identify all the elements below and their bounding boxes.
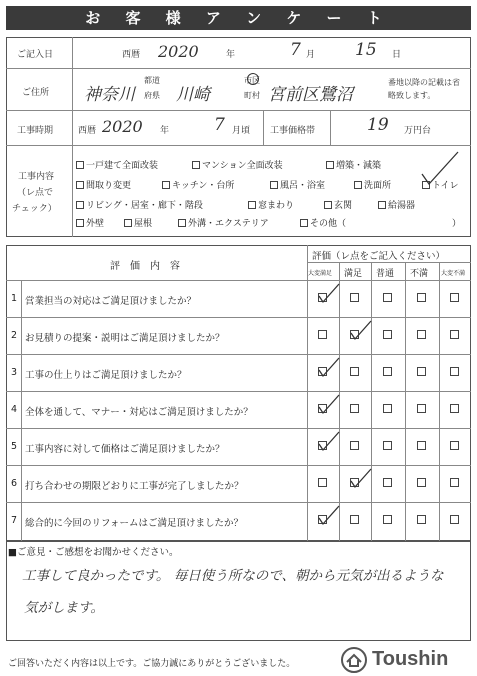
- rating-box-大変満足[interactable]: [318, 330, 327, 339]
- period-label: 工事時期: [17, 126, 54, 136]
- rating-box-不満[interactable]: [417, 478, 426, 487]
- footer-brand: Toushin: [372, 648, 449, 670]
- work-option-5[interactable]: 風呂・浴室: [270, 178, 325, 191]
- address-label: ご住所: [22, 88, 50, 98]
- question-number: 7: [11, 515, 18, 526]
- checkbox[interactable]: [270, 181, 278, 189]
- period-year-value[interactable]: 2020: [102, 117, 143, 136]
- row-divider: [6, 465, 471, 466]
- checkbox[interactable]: [178, 219, 186, 227]
- work-option-15[interactable]: その他（: [300, 216, 346, 229]
- work-option-8[interactable]: リビング・居室・廊下・階段: [76, 198, 203, 211]
- rating-box-満足[interactable]: [350, 367, 359, 376]
- eval-content-header: 評 価 内 容: [110, 261, 180, 272]
- checkbox[interactable]: [124, 219, 132, 227]
- row-divider: [6, 428, 471, 429]
- row-divider: [6, 354, 471, 355]
- rating-box-不満[interactable]: [417, 441, 426, 450]
- row-divider: [6, 391, 471, 392]
- price-label: 工事価格帯: [270, 126, 316, 136]
- work-option-10[interactable]: 玄関: [324, 198, 352, 211]
- checkbox[interactable]: [324, 201, 332, 209]
- rating-box-普通[interactable]: [383, 478, 392, 487]
- rating-box-大変不満[interactable]: [450, 515, 459, 524]
- footer-thanks: ご回答いただく内容は以上です。ご協力誠にありがとうございました。: [8, 659, 296, 669]
- col-header-4: 大変不満: [441, 270, 466, 277]
- work-option-3[interactable]: 間取り変更: [76, 178, 131, 191]
- price-value[interactable]: 19: [367, 115, 389, 135]
- rating-box-不満[interactable]: [417, 515, 426, 524]
- rating-box-大変不満[interactable]: [450, 330, 459, 339]
- checkbox[interactable]: [354, 181, 362, 189]
- work-option-11[interactable]: 給湯器: [378, 198, 415, 211]
- address-pref-value[interactable]: 神奈川: [84, 85, 135, 105]
- col-header-2: 普通: [376, 269, 395, 279]
- check-mark-icon: [349, 467, 373, 489]
- question-number: 1: [11, 293, 18, 304]
- question-text: 営業担当の対応はご満足頂けましたか？: [25, 296, 197, 307]
- period-year-unit: 年: [160, 126, 170, 136]
- eval-rating-header: 評価（レ点をご記入ください）: [312, 251, 446, 262]
- comments-line2[interactable]: 気がします。: [24, 600, 104, 616]
- checkbox[interactable]: [326, 161, 334, 169]
- question-number: 2: [11, 330, 18, 341]
- rating-box-大変不満[interactable]: [450, 367, 459, 376]
- rating-box-不満[interactable]: [417, 330, 426, 339]
- rating-box-普通[interactable]: [383, 404, 392, 413]
- work-option-13[interactable]: 屋根: [124, 216, 152, 229]
- rating-box-満足[interactable]: [350, 293, 359, 302]
- work-label-line1: 工事内容: [18, 172, 55, 182]
- col-header-1: 満足: [344, 269, 363, 279]
- comments-label: ■ご意見・ご感想をお聞かせください。: [8, 547, 179, 558]
- rating-box-満足[interactable]: [350, 404, 359, 413]
- page-title: お 客 様 ア ン ケ ー ト: [6, 6, 471, 30]
- work-option-9[interactable]: 窓まわり: [248, 198, 294, 211]
- question-text: 工事内容に対して価格はご満足頂けましたか？: [25, 444, 225, 455]
- rating-box-普通[interactable]: [383, 367, 392, 376]
- col-header-0: 大変満足: [308, 270, 333, 277]
- check-mark-icon: [317, 356, 341, 378]
- rating-box-普通[interactable]: [383, 293, 392, 302]
- address-city-value[interactable]: 川崎: [176, 85, 210, 105]
- rating-box-普通[interactable]: [383, 330, 392, 339]
- date-month-unit: 月: [306, 50, 316, 60]
- check-mark-icon: [317, 504, 341, 526]
- period-month-value[interactable]: 7: [214, 115, 225, 135]
- question-text: お見積りの提案・説明はご満足頂けましたか？: [25, 333, 225, 344]
- rating-box-大変不満[interactable]: [450, 441, 459, 450]
- date-day-value[interactable]: 15: [355, 40, 377, 60]
- address-pref-unit-top: 都道: [144, 76, 160, 85]
- work-option-7[interactable]: トイレ: [422, 178, 459, 191]
- work-option-4[interactable]: キッチン・台所: [162, 178, 234, 191]
- work-option-0[interactable]: 一戸建て全面改装: [76, 158, 158, 171]
- work-label-line3: チェック）: [12, 204, 57, 214]
- checkbox[interactable]: [378, 201, 386, 209]
- date-year-value[interactable]: 2020: [158, 42, 199, 61]
- checkbox[interactable]: [192, 161, 200, 169]
- checkbox[interactable]: [76, 201, 84, 209]
- address-area-value[interactable]: 宮前区鷺沼: [268, 85, 353, 105]
- price-unit: 万円台: [404, 126, 432, 136]
- work-label-line2: （レ点で: [17, 188, 54, 198]
- date-era: 西暦: [122, 50, 141, 60]
- house-logo-icon: [340, 647, 368, 673]
- rating-box-不満[interactable]: [417, 293, 426, 302]
- address-city-unit-top: 市区: [244, 76, 260, 85]
- date-day-unit: 日: [392, 50, 402, 60]
- rating-box-普通[interactable]: [383, 515, 392, 524]
- question-text: 全体を通して、マナー・対応はご満足頂けましたか？: [25, 407, 253, 418]
- checkbox[interactable]: [162, 181, 170, 189]
- period-month-unit: 月頃: [232, 126, 251, 136]
- rating-box-大変不満[interactable]: [450, 293, 459, 302]
- work-option-14[interactable]: 外溝・エクステリア: [178, 216, 269, 229]
- rating-box-大変不満[interactable]: [450, 478, 459, 487]
- check-mark-icon: [317, 282, 341, 304]
- checkbox[interactable]: [300, 219, 308, 227]
- eval-table: [6, 245, 471, 541]
- date-label: ご記入日: [17, 50, 54, 60]
- check-mark-icon: [317, 393, 341, 415]
- rating-box-大変満足[interactable]: [318, 478, 327, 487]
- checkbox[interactable]: [76, 161, 84, 169]
- work-option-1[interactable]: マンション全面改装: [192, 158, 283, 171]
- question-number: 5: [11, 441, 18, 452]
- date-month-value[interactable]: 7: [290, 40, 301, 60]
- work-option-12[interactable]: 外壁: [76, 216, 104, 229]
- col-header-3: 不満: [410, 269, 429, 279]
- rating-box-普通[interactable]: [383, 441, 392, 450]
- question-text: 工事の仕上りはご満足頂けましたか？: [25, 370, 187, 381]
- work-option-6[interactable]: 洗面所: [354, 178, 391, 191]
- question-number: 4: [11, 404, 18, 415]
- date-year-unit: 年: [226, 50, 236, 60]
- rating-box-不満[interactable]: [417, 404, 426, 413]
- rating-box-不満[interactable]: [417, 367, 426, 376]
- address-note: 番地以降の記載は省略致します。: [388, 78, 460, 100]
- question-number: 6: [11, 478, 18, 489]
- check-mark-icon: [317, 430, 341, 452]
- question-text: 総合的に今回のリフォームはご満足頂けましたか？: [25, 518, 244, 529]
- question-number: 3: [11, 367, 18, 378]
- rating-box-大変不満[interactable]: [450, 404, 459, 413]
- check-mark-icon: [349, 319, 373, 341]
- period-era: 西暦: [78, 126, 97, 136]
- address-city-unit-bottom: 町村: [244, 91, 260, 100]
- work-option-2[interactable]: 増築・減築: [326, 158, 381, 171]
- rating-box-満足[interactable]: [350, 441, 359, 450]
- comments-line1[interactable]: 工事して良かったです。 毎日使う所なので、朝から元気が出るような: [22, 568, 444, 584]
- toilet-check-mark-icon: [418, 148, 462, 188]
- row-divider: [6, 502, 471, 503]
- question-text: 打ち合わせの期限どおりに工事が完了しましたか？: [25, 481, 244, 492]
- work-other-close: ）: [452, 219, 462, 229]
- checkbox[interactable]: [76, 181, 84, 189]
- checkbox[interactable]: [248, 201, 256, 209]
- rating-box-満足[interactable]: [350, 515, 359, 524]
- checkbox[interactable]: [76, 219, 84, 227]
- address-pref-unit-bottom: 府県: [144, 91, 160, 100]
- row-divider: [6, 317, 471, 318]
